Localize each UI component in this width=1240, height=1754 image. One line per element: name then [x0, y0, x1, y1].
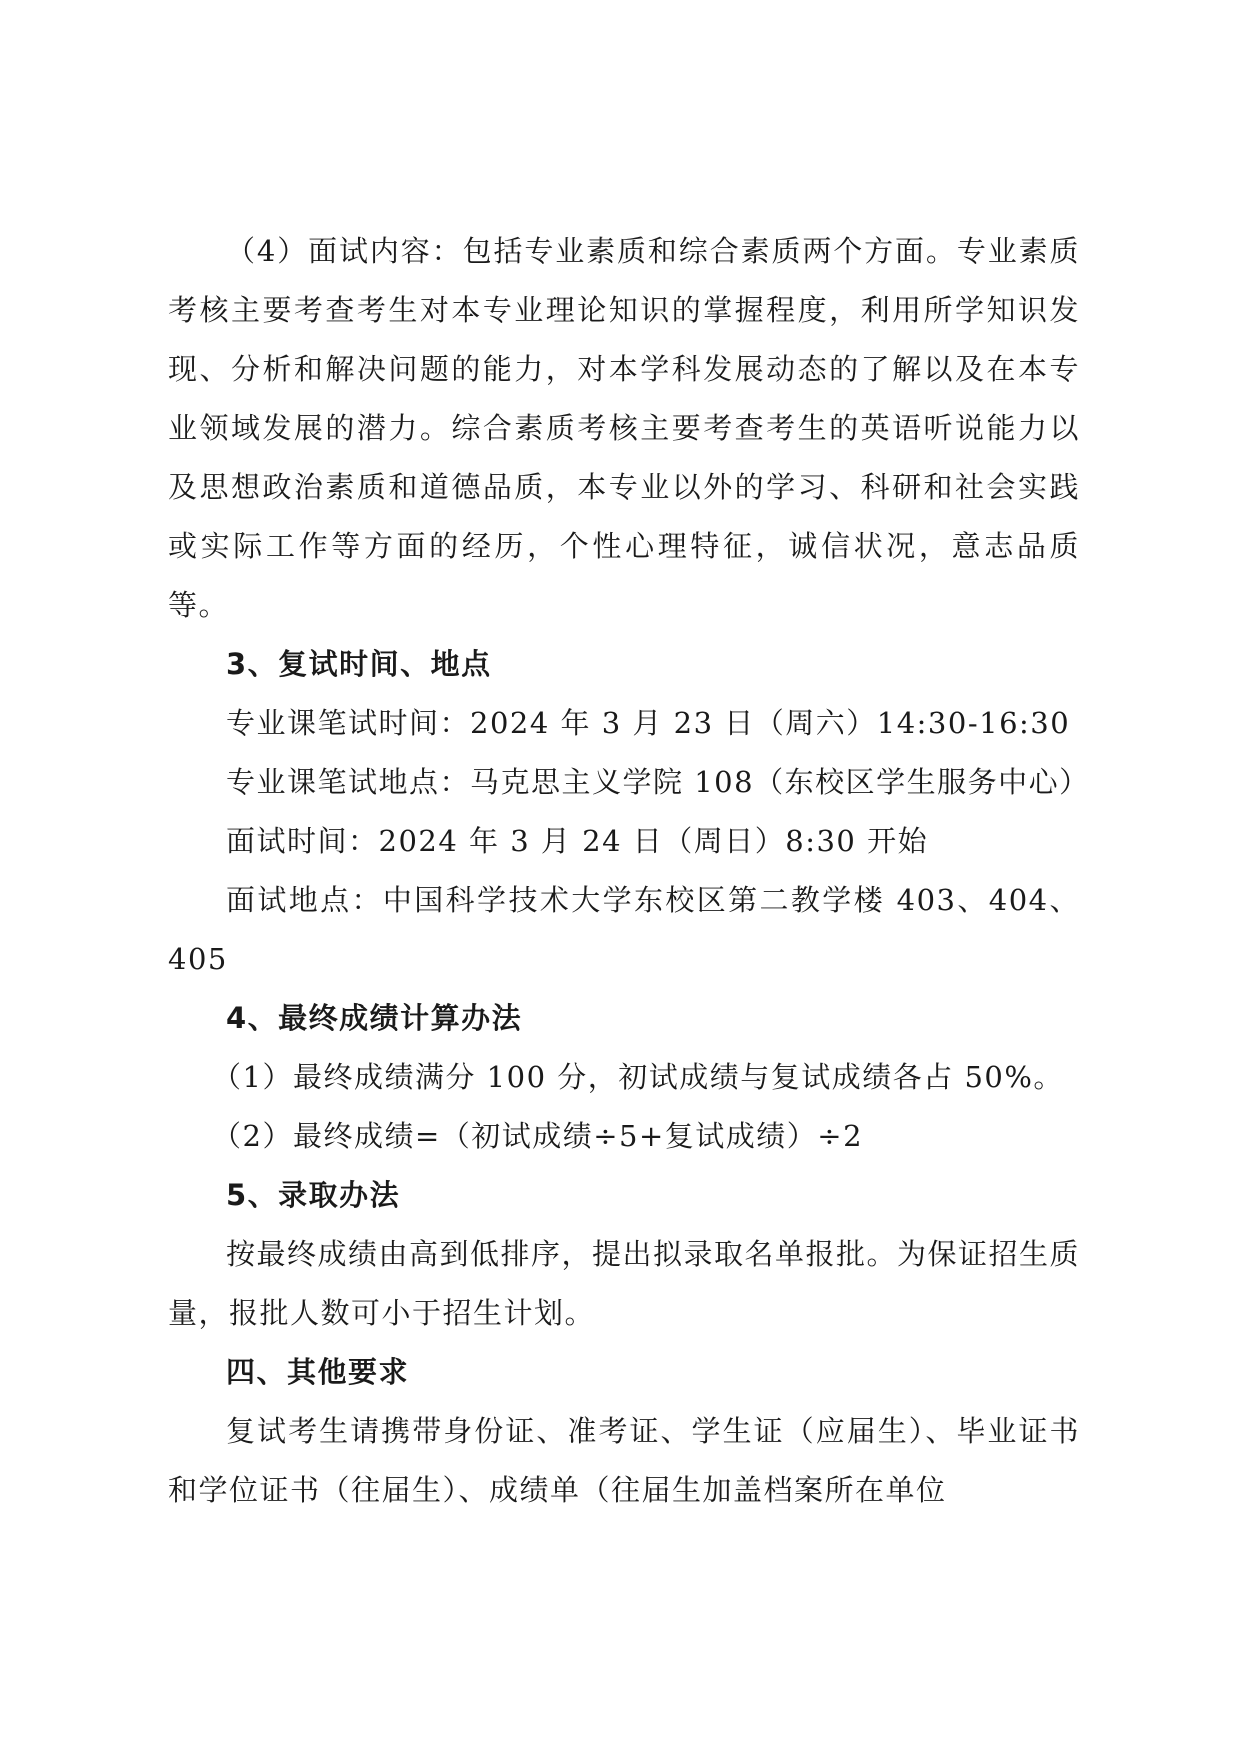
section5-heading: 5、录取办法: [226, 1178, 401, 1212]
interview-time: 面试时间：2024 年 3 月 24 日（周日）8:30 开始: [226, 824, 929, 858]
written-exam-time: 专业课笔试时间：2024 年 3 月 23 日（周六）14:30-16:30: [226, 706, 1071, 740]
score-rule-item-2: （2）最终成绩=（初试成绩÷5+复试成绩）÷2: [212, 1119, 864, 1153]
section4-heading: 4、最终成绩计算办法: [226, 1001, 523, 1035]
document-page: [168, 222, 1090, 1520]
other-requirements-text: 复试考生请携带身份证、准考证、学生证（应届生）、毕业证书和学位证书（往届生）、成绩单（往届生加盖档案所在单位: [168, 1414, 1080, 1507]
interview-place: 面试地点：中国科学技术大学东校区第二教学楼 403、404、405: [168, 883, 1080, 976]
interview-content-paragraph: （4）面试内容：包括专业素质和综合素质两个方面。专业素质考核主要考查考生对本专业理论知识的掌握程度，利用所学知识发现、分析和解决问题的能力，对本学科发展动态的了解以及在本专业领域发展的潜力。综合素质考核主要考查考生的英语听说能力以及思想政治素质和道德品质，本专业以外的学习、科研和社会实践或实际工作等方面的经历，个性心理特征，诚信状况，意志品质等。: [168, 234, 1080, 622]
section3-heading: 3、复试时间、地点: [226, 647, 492, 681]
other-requirements-heading: 四、其他要求: [226, 1355, 410, 1389]
admission-method-text: 按最终成绩由高到低排序，提出拟录取名单报批。为保证招生质量，报批人数可小于招生计划。: [168, 1237, 1081, 1330]
written-exam-place: 专业课笔试地点：马克思主义学院 108（东校区学生服务中心）: [226, 765, 1090, 799]
score-rule-item-1: （1）最终成绩满分 100 分，初试成绩与复试成绩各占 50%。: [212, 1060, 1064, 1094]
